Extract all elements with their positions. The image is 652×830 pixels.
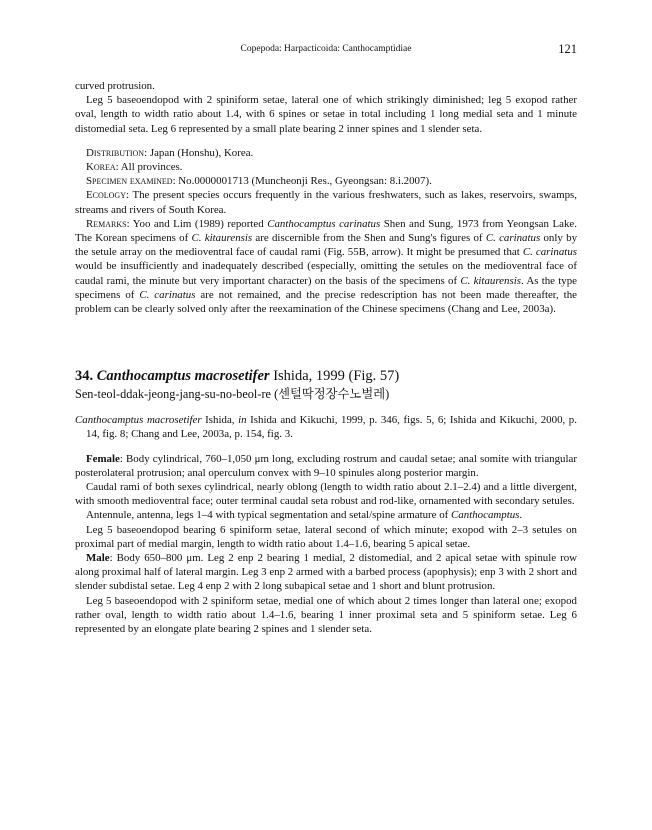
section-label-female: Female <box>86 452 120 465</box>
paragraph-distribution <box>75 146 577 160</box>
taxon-name: Canthocamptus macrosetifer <box>75 414 202 427</box>
text: would be insufficiently and inadequately described (especially, omitting the setules on the medioventral face of caudal rami, the minute but very important character) on the basis of the specimens of <box>75 260 577 287</box>
taxon-name: C. carinatus <box>139 288 196 301</box>
text: Ishida and Kikuchi, 1999, p. 346, figs. 5, 6; Ishida and Kikuchi, 2000, p. 14, fig. 8; Chang and Lee, 2003a, p. 154, fig. 3. <box>86 414 577 441</box>
section-label-male: Male <box>86 552 110 565</box>
text: : All provinces. <box>115 161 183 174</box>
page-number: 121 <box>558 42 577 56</box>
text: Leg 5 baseoendopod bearing 6 spiniform setae, lateral second of which minute; exopod with 2–3 setules on proximal part of medial margin, length to width ratio about 1.4–1.6, bearing 5 apical setae. <box>75 523 577 550</box>
text: Leg 5 baseoendopod with 2 spiniform setae, medial one of which about 2 times longer than lateral one; exopod rather oval, length to width ratio about 1.4–1.6, bearing 1 inner proximal seta and 5 spiniform setae. Leg 6 represented by an elongate plate bearing 2 spines and 1 slender seta. <box>75 594 577 636</box>
paragraph-specimen <box>75 174 577 188</box>
taxon-name: C. kitaurensis <box>191 232 253 245</box>
text: are not remained, and the precise redescription has not been made thereafter, the problem can be clearly solved only after the reexamination of the Chinese specimens (Chang and Lee, 2003a). <box>75 288 577 316</box>
taxon-name: Canthocamptus <box>451 509 520 522</box>
paragraph-antennule <box>75 508 577 522</box>
paragraph-female <box>75 452 577 480</box>
running-header <box>75 42 577 58</box>
body-text <box>75 79 577 636</box>
paragraph-continuation <box>75 79 577 93</box>
spacer <box>75 316 577 366</box>
taxon-name: C. carinatus <box>485 232 541 245</box>
paragraph-male <box>75 551 577 594</box>
spacer <box>75 403 577 413</box>
text: : No.0000001713 (Muncheonji Res., Gyeongsan: 8.i.2007). <box>172 175 432 188</box>
text: are discernible from the Shen and Sung's figures of <box>252 232 486 245</box>
species-number: 34. <box>75 368 94 385</box>
paragraph-caudal-rami <box>75 480 577 508</box>
text: : Yoo and Lim (1989) reported <box>126 217 268 230</box>
text: . <box>519 509 523 522</box>
paragraph-ecology <box>75 188 577 216</box>
text: Shen and Sung, 1973 from Yeongsan Lake. The Korean specimens of <box>75 217 577 245</box>
taxon-name: Canthocamptus carinatus <box>267 217 381 230</box>
text: Antennule, antenna, legs 1–4 with typical segmentation and setal/spine armature of <box>86 509 452 522</box>
text: . As the type specimens of <box>75 274 577 301</box>
text: : Body cylindrical, 760–1,050 μm long, excluding rostrum and caudal setae; anal somite with triangular posterolateral protrusion; anal operculum convex with 9–10 spinules along posterior margin. <box>75 452 577 479</box>
text-italic: in <box>238 414 247 427</box>
synonymy <box>75 413 577 441</box>
text: curved protrusion. <box>75 80 155 92</box>
text: Caudal rami of both sexes cylindrical, nearly oblong (length to width ratio about 2.1–2.4) and a little divergent, with smooth medioventral face; outer terminal caudal seta robust and rod-like, ornamented with secondary setules. <box>75 481 577 508</box>
spacer <box>75 442 577 452</box>
paragraph-korea <box>75 160 577 174</box>
text: : Body 650–800 μm. Leg 2 enp 2 bearing 1 medial, 2 distomedial, and 2 apical setae with spinule row along proximal half of lateral margin. Leg 3 enp 2 armed with a barbed process (apophysis); enp 3 with 2 short and slender subdistal setae. Leg 4 enp 2 with 2 long subapical setae and 1 short and blunt protrusion. <box>75 552 577 593</box>
section-label-korea: Korea <box>86 161 116 174</box>
species-authority: Ishida, 1999 (Fig. 57) <box>273 368 400 385</box>
text: Leg 5 baseoendopod with 2 spiniform setae, lateral one of which strikingly diminished; leg 5 exopod rather oval, length to width ratio about 1.4, with 6 spines or setae in total including 1 long medial seta and 1 minute distomedial seta. Leg 6 represented by a small plate bearing 2 inner spines and 1 slender seta. <box>75 94 577 135</box>
paragraph-leg5 <box>75 93 577 136</box>
spacer <box>75 136 577 146</box>
section-label-distribution: Distribution <box>86 146 145 159</box>
species-name: Canthocamptus macrosetifer <box>96 368 270 385</box>
section-label-ecology: Ecology <box>86 189 126 202</box>
taxon-name: C. kitaurensis <box>460 274 521 287</box>
paragraph-female-leg5 <box>75 523 577 551</box>
paragraph-remarks <box>75 217 577 316</box>
section-label-specimen: Specimen examined <box>86 175 173 188</box>
korean-name: Sen-teol-ddak-jeong-jang-su-no-beol-re (센털딱정장수노벌레) <box>75 387 390 402</box>
running-title: Copepoda: Harpacticoida: Canthocamptidiae <box>240 44 412 54</box>
paragraph-male-leg5 <box>75 594 577 637</box>
text: : The present species occurs frequently in the various freshwaters, such as lakes, reservoirs, swamps, streams and rivers of South Korea. <box>75 189 577 216</box>
text: : Japan (Honshu), Korea. <box>144 146 254 159</box>
text: Ishida, <box>201 414 239 427</box>
text: only by the setule array on the medioventral face of caudal rami (Fig. 55B, arrow). It might be presumed that <box>75 232 578 259</box>
section-label-remarks: Remarks <box>86 217 127 230</box>
species-heading <box>75 366 577 386</box>
taxon-name: C. carinatus <box>522 246 577 259</box>
